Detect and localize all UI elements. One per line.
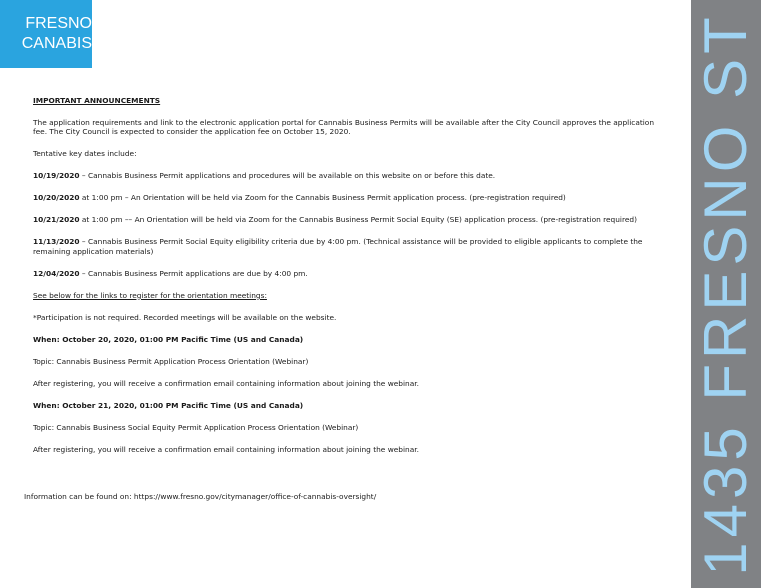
sidebar-address: 1435 FRESNO ST [692,12,759,576]
date-label: 12/04/2020 [33,268,80,278]
date-text: – Cannabis Business Permit Social Equity eligibility criteria due by 4:00 pm. (Technical assistance will be provided to eligible applicants to complete the remaining application materials) [33,237,643,256]
intro-paragraph: The application requirements and link to the electronic application portal for Cannabis Business Permits will be available after the City Council approves the application fee. The City Council is expected to consider the application fee on October 15, 2020. [33,118,655,137]
date-text: at 1:00 pm – An Orientation will be held via Zoom for the Cannabis Business Permit application process. (pre-registration required) [79,193,566,203]
meeting-when: When: October 20, 2020, 01:00 PM Pacific Time (US and Canada) [33,334,304,344]
footer-info: Information can be found on: https://www.fresno.gov/citymanager/office-of-cannabis-oversight/ [24,492,377,501]
meeting-after: After registering, you will receive a confirmation email containing information about joining the webinar. [33,444,419,454]
date-item [33,171,663,180]
announcements-content [33,96,663,467]
date-label: 10/21/2020 [33,215,80,225]
date-item [33,269,663,278]
date-text: – Cannabis Business Permit applications and procedures will be available on this website on or before this date. [79,171,496,181]
date-item [33,237,663,256]
date-item [33,193,663,202]
date-text: at 1:00 pm –– An Orientation will be held via Zoom for the Cannabis Business Permit Social Equity (SE) application process. (pre-registration required) [79,215,637,225]
links-note: See below for the links to register for the orientation meetings: [33,290,267,300]
logo-line-2: CANABIS [21,35,92,52]
date-text: – Cannabis Business Permit applications are due by 4:00 pm. [79,268,308,278]
meeting-after: After registering, you will receive a confirmation email containing information about joining the webinar. [33,378,419,388]
address-sidebar [691,0,761,588]
meeting-when: When: October 21, 2020, 01:00 PM Pacific Time (US and Canada) [33,400,304,410]
participation-note: *Participation is not required. Recorded meetings will be available on the website. [33,312,337,322]
date-item [33,215,663,224]
tentative-label: Tentative key dates include: [33,149,137,159]
date-label: 11/13/2020 [33,237,80,247]
date-label: 10/20/2020 [33,193,80,203]
meeting-topic: Topic: Cannabis Business Social Equity Permit Application Process Orientation (Webinar) [33,422,359,432]
logo-line-1: FRESNO [25,15,92,32]
meeting-topic: Topic: Cannabis Business Permit Application Process Orientation (Webinar) [33,356,309,366]
brand-logo [0,0,92,68]
date-label: 10/19/2020 [33,171,80,181]
announcements-heading: IMPORTANT ANNOUNCEMENTS [33,96,161,105]
